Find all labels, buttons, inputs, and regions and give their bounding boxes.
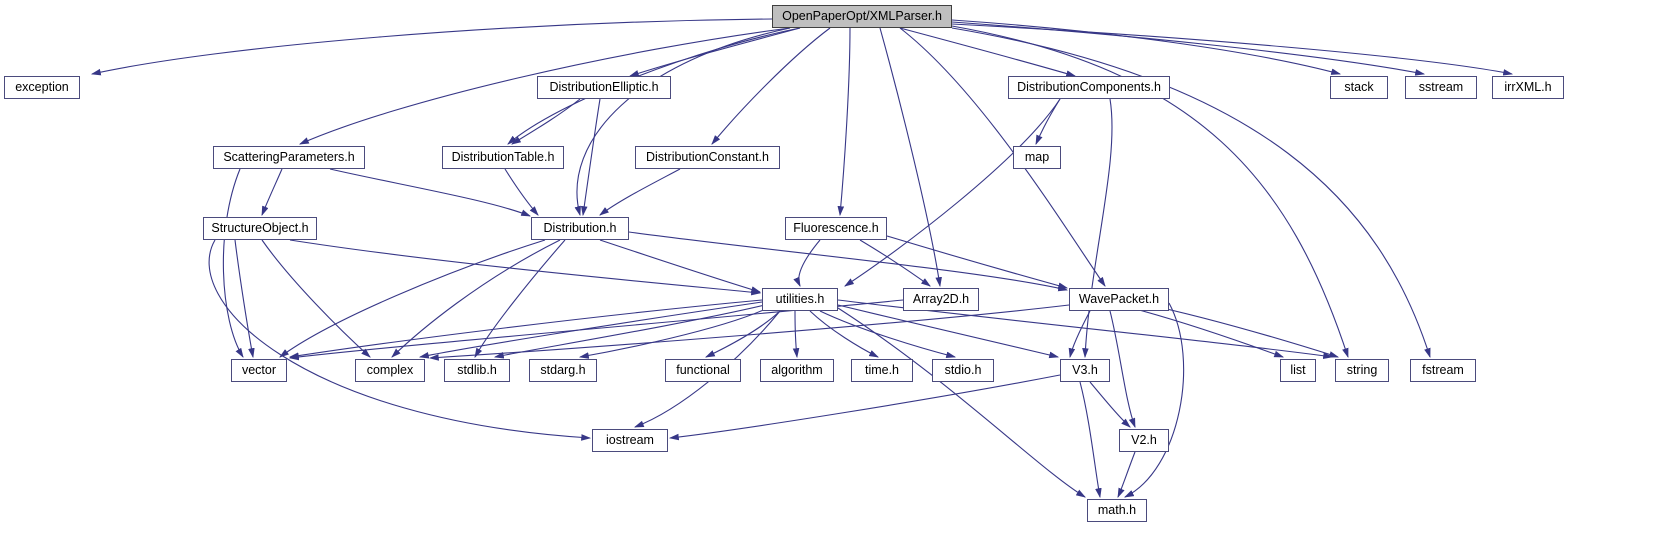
- node-array2d[interactable]: Array2D.h: [903, 288, 979, 311]
- node-sstream[interactable]: sstream: [1405, 76, 1477, 99]
- node-fluorescence[interactable]: Fluorescence.h: [785, 217, 887, 240]
- node-stdio[interactable]: stdio.h: [932, 359, 994, 382]
- node-exception[interactable]: exception: [4, 76, 80, 99]
- node-complex[interactable]: complex: [355, 359, 425, 382]
- node-distribution-components[interactable]: DistributionComponents.h: [1008, 76, 1170, 99]
- node-wavepacket[interactable]: WavePacket.h: [1069, 288, 1169, 311]
- node-list[interactable]: list: [1280, 359, 1316, 382]
- node-math[interactable]: math.h: [1087, 499, 1147, 522]
- node-string[interactable]: string: [1335, 359, 1389, 382]
- node-distribution-table[interactable]: DistributionTable.h: [442, 146, 564, 169]
- node-stdlib[interactable]: stdlib.h: [444, 359, 510, 382]
- node-utilities[interactable]: utilities.h: [762, 288, 838, 311]
- node-iostream[interactable]: iostream: [592, 429, 668, 452]
- node-v2[interactable]: V2.h: [1119, 429, 1169, 452]
- node-distribution-elliptic[interactable]: DistributionElliptic.h: [537, 76, 671, 99]
- node-time[interactable]: time.h: [851, 359, 913, 382]
- node-vector[interactable]: vector: [231, 359, 287, 382]
- node-structure-object[interactable]: StructureObject.h: [203, 217, 317, 240]
- node-fstream[interactable]: fstream: [1410, 359, 1476, 382]
- node-functional[interactable]: functional: [665, 359, 741, 382]
- node-irrxml[interactable]: irrXML.h: [1492, 76, 1564, 99]
- node-distribution[interactable]: Distribution.h: [531, 217, 629, 240]
- node-stack[interactable]: stack: [1330, 76, 1388, 99]
- node-v3[interactable]: V3.h: [1060, 359, 1110, 382]
- node-root-xmlparser[interactable]: OpenPaperOpt/XMLParser.h: [772, 5, 952, 28]
- node-stdarg[interactable]: stdarg.h: [529, 359, 597, 382]
- node-scattering-parameters[interactable]: ScatteringParameters.h: [213, 146, 365, 169]
- node-distribution-constant[interactable]: DistributionConstant.h: [635, 146, 780, 169]
- node-algorithm[interactable]: algorithm: [760, 359, 834, 382]
- node-map[interactable]: map: [1013, 146, 1061, 169]
